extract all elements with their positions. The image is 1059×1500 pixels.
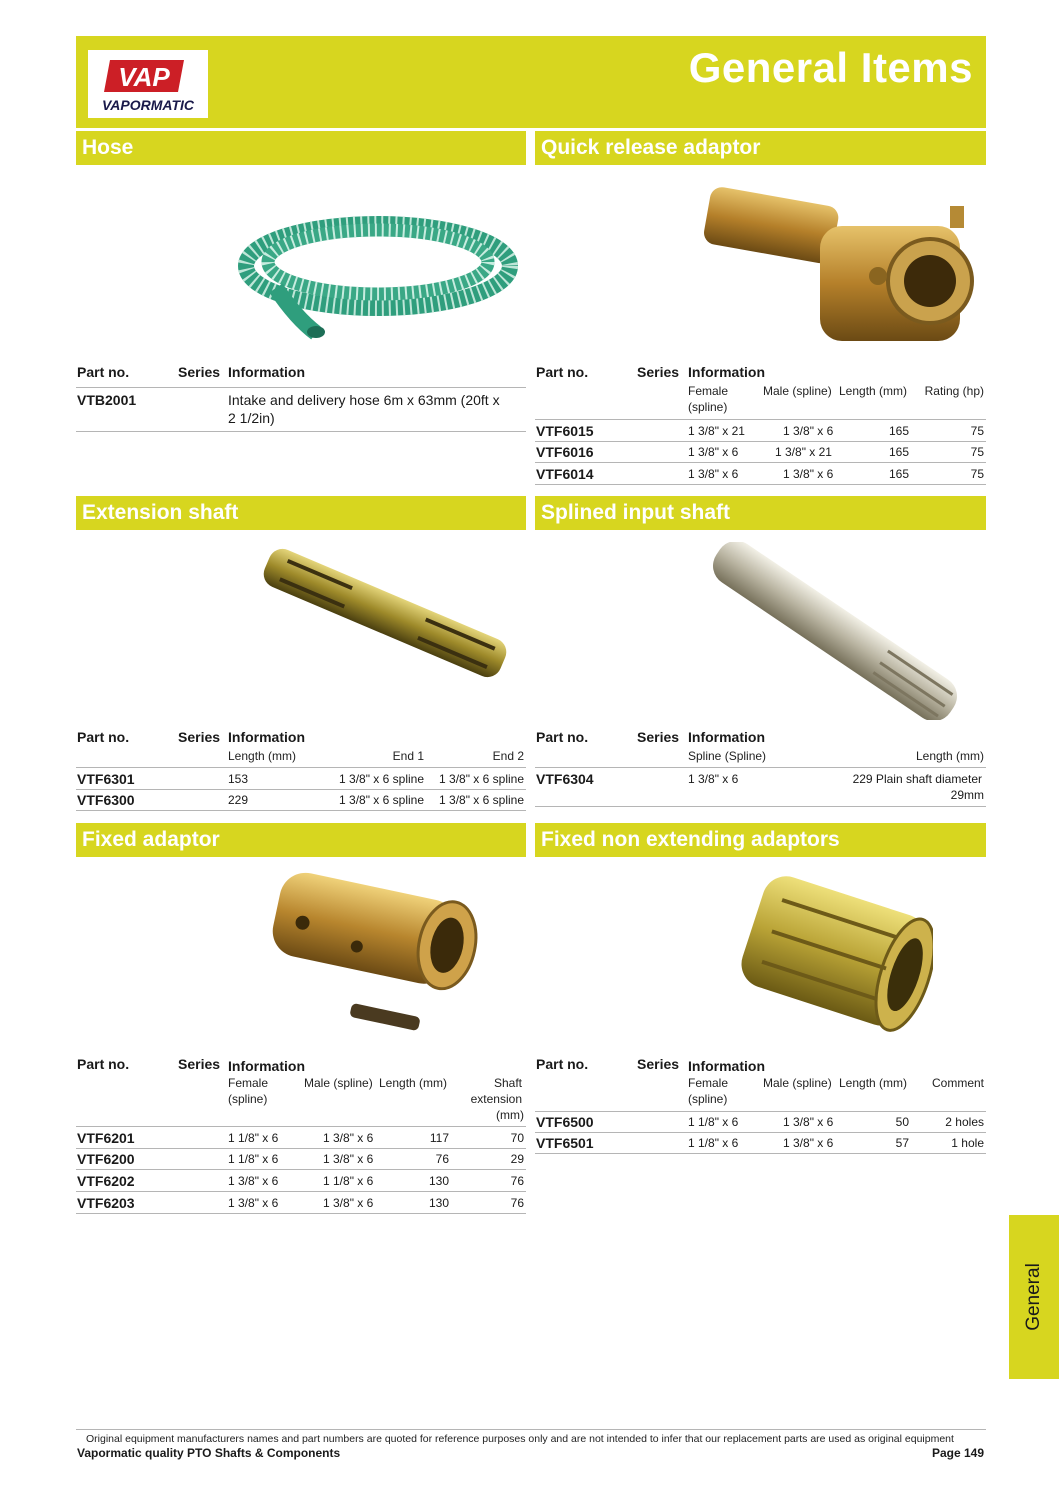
length: 50 (895, 1115, 909, 1129)
male-spline: 1 3/8" x 6 (783, 467, 834, 481)
length: 57 (895, 1136, 909, 1150)
shaft-extension: 29 (510, 1152, 524, 1166)
end-2: 1 3/8" x 6 spline (439, 793, 524, 807)
col-part-no: Part no. (77, 1056, 130, 1072)
splined-shaft-image (700, 542, 970, 720)
col-information: Information (688, 729, 765, 745)
extension-shaft-image (255, 548, 515, 678)
hose-info-line-1: Intake and delivery hose 6m x 63mm (20ft x (228, 392, 500, 408)
svg-text:VAP: VAP (118, 62, 170, 92)
part-number: VTF6015 (536, 423, 594, 439)
part-number: VTF6203 (77, 1195, 135, 1211)
section-title-extension: Extension shaft (76, 496, 526, 530)
extension-table (76, 727, 526, 813)
col-shaft: Shaft (493, 1076, 522, 1090)
female-spline: 1 3/8" x 21 (688, 424, 745, 438)
svg-text:VAPORMATIC: VAPORMATIC (101, 97, 195, 113)
part-number: VTF6501 (536, 1135, 594, 1151)
male-spline: 1 3/8" x 6 (783, 1115, 834, 1129)
part-number: VTF6201 (77, 1130, 135, 1146)
comment: 2 holes (945, 1115, 984, 1129)
end-1: 1 3/8" x 6 spline (339, 772, 424, 786)
col-series: Series (178, 1056, 221, 1072)
male-spline: 1 1/8" x 6 (323, 1174, 374, 1188)
col-male: Male (spline) (763, 1076, 832, 1090)
col-shaft-sub: extension (470, 1092, 522, 1106)
end-1: 1 3/8" x 6 spline (339, 793, 424, 807)
col-female-sub: (spline) (688, 400, 728, 414)
female-spline: 1 1/8" x 6 (688, 1136, 739, 1150)
section-title-fixed: Fixed adaptor (76, 823, 526, 857)
col-part-no: Part no. (536, 1056, 589, 1072)
section-side-tab[interactable] (1009, 1215, 1059, 1379)
col-series: Series (637, 1056, 680, 1072)
col-information: Information (688, 364, 765, 380)
col-length: Length (mm) (839, 384, 908, 398)
col-female-sub: (spline) (228, 1092, 268, 1106)
page-title: General Items (688, 44, 973, 91)
col-female-sub: (spline) (688, 1092, 728, 1106)
col-length: Length (mm) (839, 1076, 908, 1090)
page-number: Page 149 (931, 1446, 984, 1460)
female-spline: 1 1/8" x 6 (228, 1131, 279, 1145)
female-spline: 1 3/8" x 6 (688, 445, 739, 459)
part-number: VTF6301 (77, 771, 135, 787)
col-end-2: End 2 (492, 749, 524, 763)
shaft-extension: 70 (510, 1131, 524, 1145)
col-female: Female (228, 1076, 269, 1090)
section-title-quick-release: Quick release adaptor (535, 131, 986, 165)
length: 130 (428, 1174, 449, 1188)
length: 165 (888, 467, 909, 481)
hose-image (236, 208, 521, 343)
female-spline: 1 3/8" x 6 (228, 1174, 279, 1188)
male-spline: 1 3/8" x 6 (783, 424, 834, 438)
footer-disclaimer: Original equipment manufacturers names and part numbers are quoted for reference purposes only and are not intended to infer that our replacement parts are used as original equipment (86, 1433, 954, 1445)
col-part-no: Part no. (77, 729, 130, 745)
female-spline: 1 3/8" x 6 (228, 1196, 279, 1210)
footer-divider (76, 1429, 986, 1430)
part-number: VTF6014 (536, 466, 594, 482)
col-rating: Rating (hp) (924, 384, 984, 398)
part-number: VTF6304 (536, 771, 594, 787)
col-male: Male (spline) (763, 384, 832, 398)
male-spline: 1 3/8" x 6 (323, 1131, 374, 1145)
col-series: Series (637, 729, 680, 745)
col-series: Series (178, 729, 221, 745)
col-length: Length (mm) (228, 749, 297, 763)
part-number: VTF6300 (77, 792, 135, 808)
logo-icon (88, 50, 208, 118)
col-comment: Comment (931, 1076, 984, 1090)
rating: 75 (970, 445, 984, 459)
part-number: VTF6200 (77, 1151, 135, 1167)
vapormatic-logo (88, 50, 208, 118)
female-spline: 1 1/8" x 6 (688, 1115, 739, 1129)
male-spline: 1 3/8" x 6 (783, 1136, 834, 1150)
quick-release-table (535, 362, 986, 487)
fixed-non-adaptor-image (738, 864, 933, 1044)
fixed-adaptor-table (76, 1054, 526, 1216)
part-number: VTF6500 (536, 1114, 594, 1130)
col-end-1: End 1 (392, 749, 424, 763)
length: 117 (429, 1131, 449, 1145)
side-tab-label: General (1023, 1263, 1044, 1331)
male-spline: 1 3/8" x 6 (323, 1196, 374, 1210)
length: 165 (888, 424, 909, 438)
part-number: VTF6016 (536, 444, 594, 460)
spline: 1 3/8" x 6 (688, 772, 739, 786)
rating: 75 (970, 424, 984, 438)
section-title-fixed-non: Fixed non extending adaptors (535, 823, 986, 857)
part-number: VTF6202 (77, 1173, 135, 1189)
shaft-extension: 76 (510, 1196, 524, 1210)
col-information: Information (228, 364, 305, 380)
col-part-no: Part no. (77, 364, 130, 380)
col-length: Length (mm) (915, 749, 984, 763)
hose-info-line-2: 2 1/2in) (228, 410, 275, 426)
col-series: Series (637, 364, 680, 380)
col-information: Information (228, 1058, 305, 1074)
col-part-no: Part no. (536, 729, 589, 745)
female-spline: 1 3/8" x 6 (688, 467, 739, 481)
hose-table (76, 362, 526, 434)
length-line-2: 29mm (950, 788, 984, 802)
length: 130 (428, 1196, 449, 1210)
comment: 1 hole (951, 1136, 984, 1150)
section-title-hose: Hose (76, 131, 526, 165)
length: 165 (888, 445, 909, 459)
col-female: Female (688, 384, 729, 398)
col-spline: Spline (Spline) (688, 749, 767, 763)
col-series: Series (178, 364, 221, 380)
male-spline: 1 3/8" x 6 (323, 1152, 374, 1166)
length: 153 (228, 772, 249, 786)
col-female: Female (688, 1076, 729, 1090)
female-spline: 1 1/8" x 6 (228, 1152, 279, 1166)
col-male: Male (spline) (304, 1076, 373, 1090)
col-part-no: Part no. (536, 364, 589, 380)
col-information: Information (688, 1058, 765, 1074)
rating: 75 (970, 467, 984, 481)
section-title-splined: Splined input shaft (535, 496, 986, 530)
fixed-non-extending-table (535, 1054, 986, 1158)
shaft-extension: 76 (510, 1174, 524, 1188)
end-2: 1 3/8" x 6 spline (439, 772, 524, 786)
footer-publication: Vapormatic quality PTO Shafts & Components (77, 1446, 341, 1460)
length: 229 (228, 793, 249, 807)
male-spline: 1 3/8" x 21 (775, 445, 832, 459)
col-length: Length (mm) (379, 1076, 448, 1090)
fixed-adaptor-image (270, 868, 485, 1046)
length: 76 (435, 1152, 449, 1166)
part-number: VTB2001 (77, 392, 137, 408)
col-information: Information (228, 729, 305, 745)
length-line-1: 229 Plain shaft diameter (852, 772, 982, 786)
splined-table (535, 727, 986, 809)
col-shaft-unit: (mm) (496, 1108, 524, 1122)
quick-release-image (700, 186, 985, 351)
